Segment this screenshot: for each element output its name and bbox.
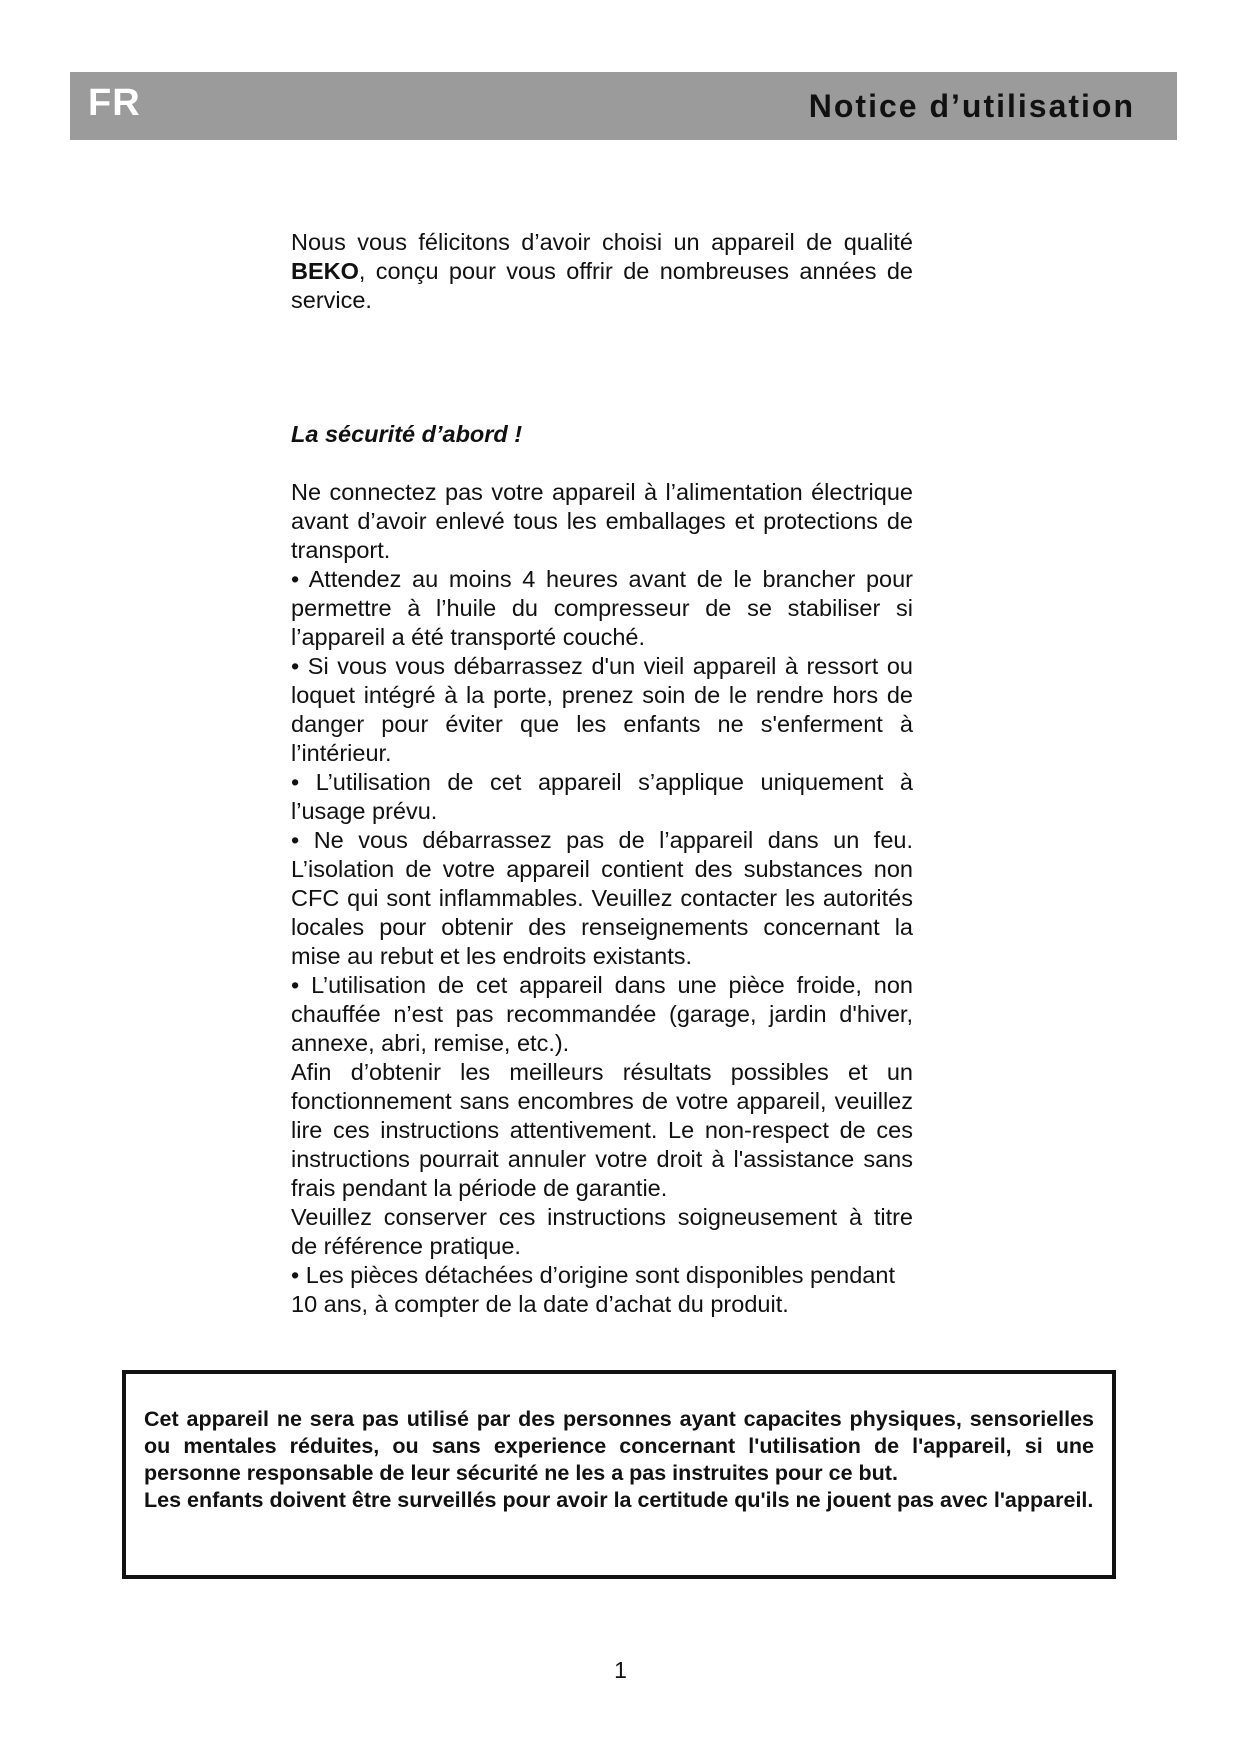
safety-section xyxy=(291,478,913,1319)
intro-text-end: , conçu pour vous offrir de nombreuses années de service. xyxy=(291,258,913,313)
page-number: 1 xyxy=(614,1657,627,1683)
safety-paragraph: Ne connectez pas votre appareil à l’alimentation électrique avant d’avoir enlevé tous les emballages et protections de transport. xyxy=(291,479,913,563)
safety-heading: La sécurité d’abord ! xyxy=(291,421,523,447)
safety-paragraph: Afin d’obtenir les meilleurs résultats possibles et un fonctionnement sans encombres de votre appareil, veuillez lire ces instructions attentivement. Le non-respect de ces instructions pourrait annuler votre droit à l'assistance sans frais pendant la période de garantie. xyxy=(291,1059,913,1201)
warning-text: Cet appareil ne sera pas utilisé par des personnes ayant capacites physiques, sensorielles ou mentales réduites, ou sans experience concernant l'utilisation de l'appareil, si une personne responsable de leur sécurité ne les a pas instruites pour ce but. xyxy=(144,1407,1094,1485)
safety-bullet: • L’utilisation de cet appareil s’applique uniquement à l’usage prévu. xyxy=(291,769,913,824)
safety-bullet: • Les pièces détachées d’origine sont disponibles pendant 10 ans, à compter de la date d’achat du produit. xyxy=(291,1262,895,1317)
safety-bullet: • Ne vous débarrassez pas de l’appareil dans un feu. L’isolation de votre appareil contient des substances non CFC qui sont inflammables. Veuillez contacter les autorités locales pour obtenir des renseignements concernant la mise au rebut et les endroits existants. xyxy=(291,827,913,969)
main-content xyxy=(291,228,913,1319)
header-bar xyxy=(70,72,1177,140)
safety-paragraph: Veuillez conserver ces instructions soigneusement à titre de référence pratique. xyxy=(291,1204,913,1259)
safety-bullet: • Si vous vous débarrassez d'un vieil appareil à ressort ou loquet intégré à la porte, prenez soin de le rendre hors de danger pour éviter que les enfants ne s'enferment à l’intérieur. xyxy=(291,653,913,766)
document-title: Notice d’utilisation xyxy=(808,88,1135,124)
safety-bullet: • Attendez au moins 4 heures avant de le brancher pour permettre à l’huile du compresseur de se stabiliser si l’appareil a été transporté couché. xyxy=(291,566,913,650)
brand-name: BEKO xyxy=(291,258,359,284)
safety-bullet: • L’utilisation de cet appareil dans une pièce froide, non chauffée n’est pas recommandée (garage, jardin d'hiver, annexe, abri, remise, etc.). xyxy=(291,972,913,1056)
warning-text: Les enfants doivent être surveillés pour avoir la certitude qu'ils ne jouent pas avec l'appareil. xyxy=(144,1488,1094,1512)
intro-paragraph xyxy=(291,228,913,315)
language-code: FR xyxy=(88,82,141,124)
intro-text-start: Nous vous félicitons d’avoir choisi un appareil de qualité xyxy=(291,229,913,255)
warning-box xyxy=(122,1370,1116,1579)
